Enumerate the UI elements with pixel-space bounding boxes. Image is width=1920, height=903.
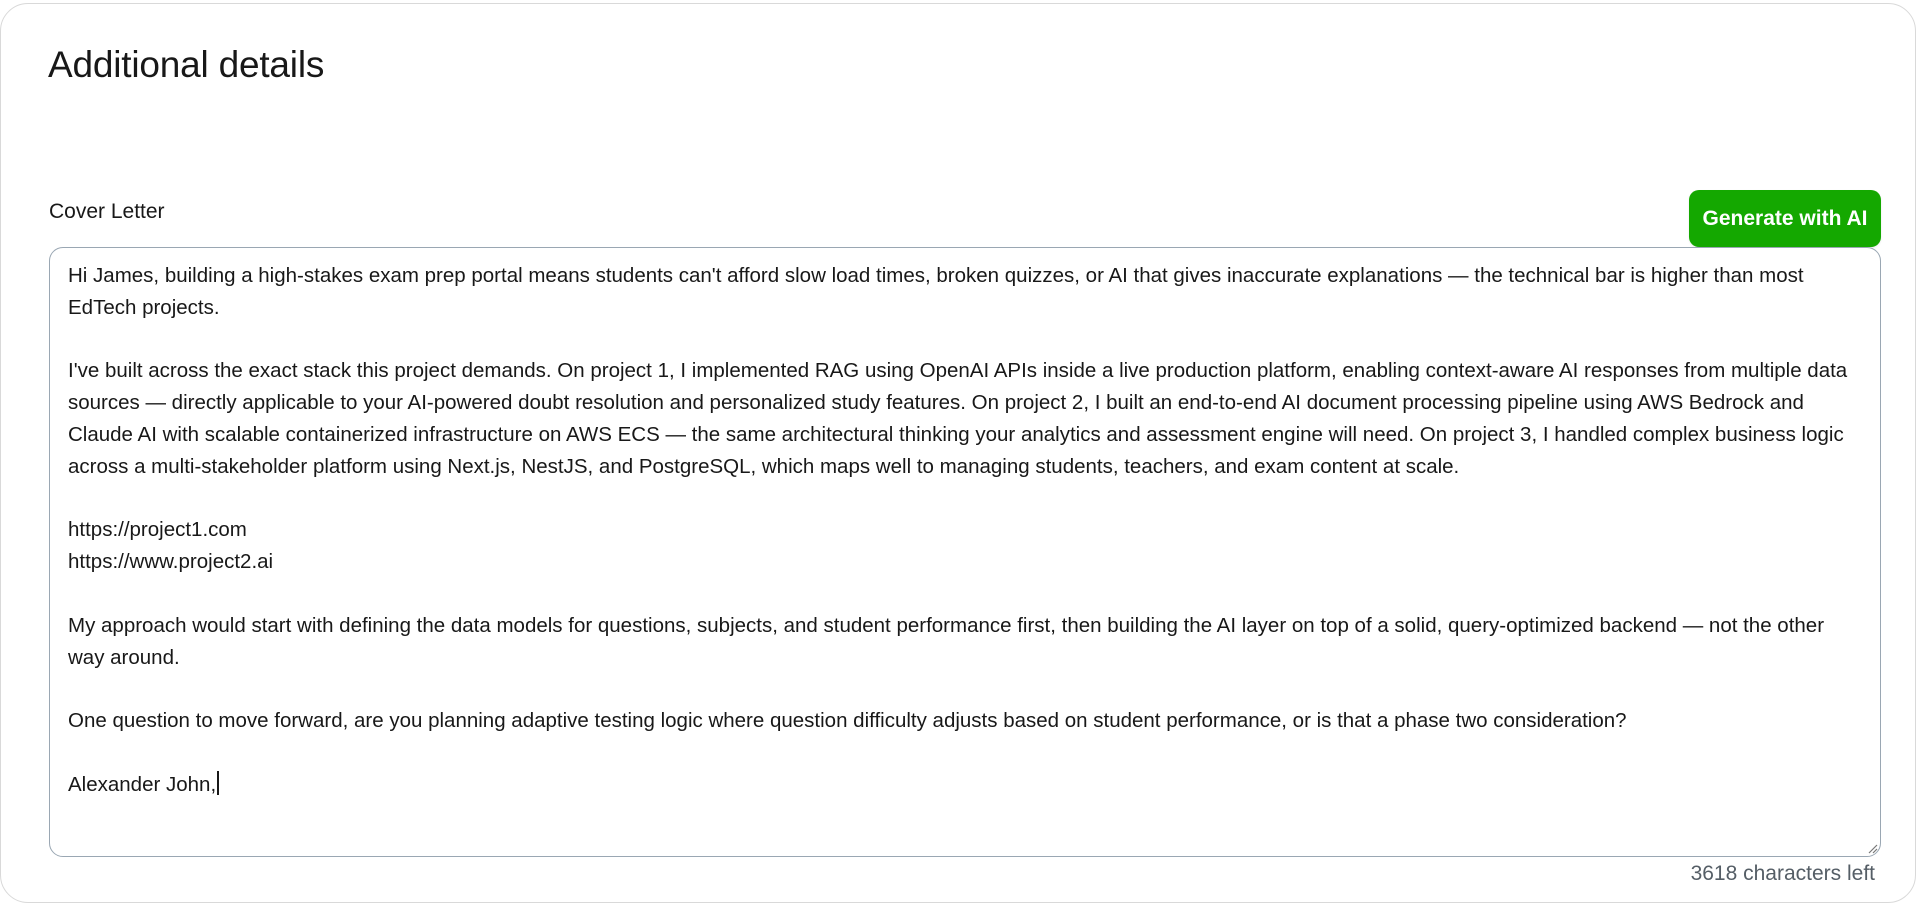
cover-letter-textarea[interactable] bbox=[49, 247, 1881, 857]
characters-left-counter: 3618 characters left bbox=[1690, 862, 1875, 885]
cover-letter-text[interactable] bbox=[68, 260, 1864, 848]
resize-handle-icon[interactable] bbox=[1866, 842, 1878, 854]
section-title: Additional details bbox=[48, 44, 325, 85]
text-cursor bbox=[217, 771, 219, 795]
cover-letter-content: Hi James, building a high-stakes exam prep portal means students can't afford slow load times, broken quizzes, or AI that gives inaccurate explanations — the technical bar is higher than most EdTech projects. I've built across the exact stack this project demands. On project 1, I implemented RAG using OpenAI APIs inside a live production platform, enabling context-aware AI responses from multiple data sources — directly applicable to your AI-powered doubt resolution and personalized study features. On project 2, I built an end-to-end AI document processing pipeline using AWS Bedrock and Claude AI with scalable containerized infrastructure on AWS ECS — the same architectural thinking your analytics and assessment engine will need. On project 3, I handled complex business logic across a multi-stakeholder platform using Next.js, NestJS, and PostgreSQL, which maps well to managing students, teachers, and exam content at scale. https://project1.com https://www.project2.ai My approach would start with defining the data models for questions, subjects, and student performance first, then building the AI layer on top of a solid, query-optimized backend — not the other way around. One question to move forward, are you planning adaptive testing logic where question difficulty adjusts based on student performance, or is that a phase two consideration? Alexander John, bbox=[68, 264, 1848, 796]
additional-details-card bbox=[0, 3, 1916, 903]
generate-with-ai-button[interactable]: Generate with AI bbox=[1689, 190, 1881, 247]
cover-letter-label: Cover Letter bbox=[49, 200, 165, 223]
